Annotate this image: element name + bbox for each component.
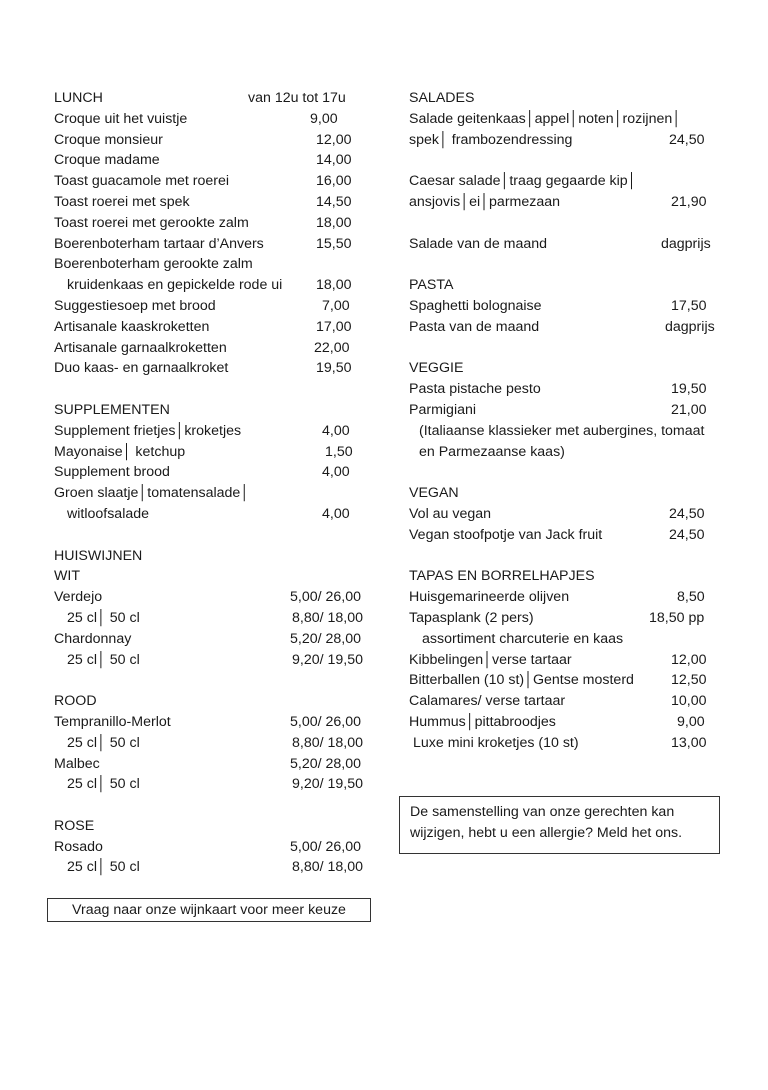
section-title-salades: SALADES [409, 90, 475, 106]
section-title-tapas: TAPAS EN BORRELHAPJES [409, 568, 595, 585]
menu-item [54, 504, 366, 525]
wine-item [54, 837, 366, 858]
item-name: Pasta pistache pesto [409, 381, 541, 398]
item-name: Verdejo [54, 589, 103, 606]
item-name: 25 cl│ 50 cl [67, 734, 140, 751]
item-price: 4,00 [322, 422, 350, 439]
right-column [409, 88, 721, 754]
item-name: Spaghetti bolognaise [409, 297, 542, 314]
item-price: 19,50 [316, 360, 352, 377]
menu-item [54, 296, 366, 317]
item-name: Calamares/ verse tartaar [409, 693, 566, 710]
menu-item [409, 379, 721, 400]
item-name: 25 cl│ 50 cl [67, 776, 140, 793]
item-name: spek│ frambozendressing [409, 131, 573, 148]
item-price: 5,00/ 26,00 [290, 713, 361, 730]
item-name: Caesar salade│traag gegaarde kip│ [409, 173, 637, 190]
item-price: 17,50 [671, 297, 707, 314]
item-price: 14,50 [316, 193, 352, 210]
item-price: 12,00 [316, 131, 352, 148]
item-name: Boerenboterham gerookte zalm [54, 256, 253, 273]
section-title-vegan: VEGAN [409, 485, 459, 502]
menu-item [409, 712, 721, 733]
menu-item [54, 338, 366, 359]
item-price: 13,00 [671, 734, 707, 751]
item-name: Tempranillo-Merlot [54, 713, 171, 730]
item-price: 15,50 [316, 235, 352, 252]
menu-item [54, 462, 366, 483]
item-name: Groen slaatje│tomatensalade│ [54, 485, 250, 502]
item-price: 12,00 [671, 651, 707, 668]
item-price: 12,50 [671, 672, 707, 689]
item-price: 18,50 pp [649, 609, 705, 626]
item-price: dagprijs [661, 235, 711, 252]
item-name: Croque monsieur [54, 131, 163, 148]
menu-item [54, 421, 366, 442]
item-price: 4,00 [322, 464, 350, 481]
lunch-hours: van 12u tot 17u [248, 90, 346, 106]
menu-item [409, 608, 721, 629]
wine-item [54, 754, 366, 775]
menu-item [409, 504, 721, 525]
item-price: 8,80/ 18,00 [292, 609, 363, 626]
menu-item [409, 400, 721, 421]
item-price: 8,80/ 18,00 [292, 734, 363, 751]
item-name: Salade van de maand [409, 235, 548, 252]
item-name: Supplement frietjes│kroketjes [54, 422, 242, 439]
menu-item [54, 483, 366, 504]
item-name: Rosado [54, 838, 103, 855]
item-price: 5,20/ 28,00 [290, 755, 361, 772]
menu-item [409, 296, 721, 317]
menu-item [409, 171, 721, 192]
item-price: 16,00 [316, 173, 352, 190]
item-price: 9,00 [310, 110, 338, 127]
wine-item [54, 712, 366, 733]
item-price: 24,50 [669, 131, 705, 148]
wine-list-note: Vraag naar onze wijnkaart voor meer keuze [47, 898, 371, 922]
item-name: Salade geitenkaas│appel│noten│rozijnen│ [409, 110, 682, 127]
wine-item [54, 629, 366, 650]
menu-item [409, 130, 721, 151]
item-price: 9,20/ 19,50 [292, 651, 363, 668]
menu-item [409, 234, 721, 255]
item-name: Bitterballen (10 st)│Gentse mosterd [409, 672, 634, 689]
menu-item [54, 213, 366, 234]
wine-item [54, 650, 366, 671]
item-price: 17,00 [316, 318, 352, 335]
item-name: Luxe mini kroketjes (10 st) [413, 734, 579, 751]
section-title-huiswijnen: HUISWIJNEN [54, 547, 143, 564]
item-price: 8,80/ 18,00 [292, 859, 363, 876]
item-description: en Parmezaanse kaas) [419, 443, 565, 460]
subsection-title-wit: WIT [54, 568, 80, 585]
menu-item [54, 254, 366, 275]
item-price: 24,50 [669, 526, 705, 543]
wine-item [54, 774, 366, 795]
wine-item [54, 587, 366, 608]
item-price: 10,00 [671, 693, 707, 710]
item-description: (Italiaanse klassieker met aubergines, tomaat [419, 422, 705, 439]
item-name: 25 cl│ 50 cl [67, 609, 140, 626]
menu-item [54, 109, 366, 130]
item-name: Tapasplank (2 pers) [409, 609, 534, 626]
item-name: Huisgemarineerde olijven [409, 589, 570, 606]
wine-item [54, 857, 366, 878]
menu-item [409, 109, 721, 130]
item-name: Toast roerei met spek [54, 193, 190, 210]
menu-item [54, 275, 366, 296]
item-name: kruidenkaas en gepickelde rode ui [67, 277, 283, 294]
item-name: Supplement brood [54, 464, 170, 481]
item-price: 21,90 [671, 193, 707, 210]
menu-item [54, 130, 366, 151]
item-name: Vegan stoofpotje van Jack fruit [409, 526, 603, 543]
item-name: Croque madame [54, 152, 160, 169]
menu-item [54, 442, 366, 463]
menu-item [409, 525, 721, 546]
menu-item [409, 733, 721, 754]
item-name: 25 cl│ 50 cl [67, 651, 140, 668]
item-price: 22,00 [314, 339, 350, 356]
menu-item-description [409, 442, 721, 463]
allergy-note: De samenstelling van onze gerechten kan wijzigen, hebt u een allergie? Meld het ons. [399, 796, 720, 854]
item-price: 8,50 [677, 589, 705, 606]
item-description: assortiment charcuterie en kaas [422, 630, 624, 647]
menu-item [54, 317, 366, 338]
item-price: 18,00 [316, 277, 352, 294]
menu-item [409, 670, 721, 691]
item-price: 7,00 [322, 297, 350, 314]
item-name: Boerenboterham tartaar d’Anvers [54, 235, 264, 252]
menu-item [409, 691, 721, 712]
item-name: Duo kaas- en garnaalkroket [54, 360, 229, 377]
item-price: 4,00 [322, 505, 350, 522]
item-price: 5,00/ 26,00 [290, 589, 361, 606]
menu-item [54, 234, 366, 255]
menu-item [54, 171, 366, 192]
item-price: 18,00 [316, 214, 352, 231]
menu-item [54, 150, 366, 171]
item-price: 1,50 [325, 443, 353, 460]
item-price: 19,50 [671, 381, 707, 398]
item-price: 24,50 [669, 505, 705, 522]
section-title-pasta: PASTA [409, 277, 454, 294]
item-name: ansjovis│ei│parmezaan [409, 193, 561, 210]
item-name: Chardonnay [54, 630, 132, 647]
menu-item [54, 192, 366, 213]
menu-item [409, 317, 721, 338]
item-price: 21,00 [671, 401, 707, 418]
item-name: Kibbelingen│verse tartaar [409, 651, 572, 668]
menu-item [54, 358, 366, 379]
left-column [54, 88, 366, 878]
menu-item [409, 192, 721, 213]
item-name: 25 cl│ 50 cl [67, 859, 140, 876]
item-name: Hummus│pittabroodjes [409, 713, 556, 730]
item-price: 9,20/ 19,50 [292, 776, 363, 793]
item-name: Suggestiesoep met brood [54, 297, 216, 314]
lunch-header [54, 88, 366, 109]
item-name: Parmigiani [409, 401, 477, 418]
subsection-title-rood: ROOD [54, 693, 97, 710]
menu-item [409, 650, 721, 671]
item-price: 14,00 [316, 152, 352, 169]
item-name: Toast guacamole met roerei [54, 173, 230, 190]
item-price: 9,00 [677, 713, 705, 730]
item-name: Vol au vegan [409, 505, 492, 522]
item-price: 5,00/ 26,00 [290, 838, 361, 855]
item-name: Croque uit het vuistje [54, 110, 188, 127]
section-title-supplementen: SUPPLEMENTEN [54, 401, 170, 418]
menu-item [409, 587, 721, 608]
section-title-veggie: VEGGIE [409, 360, 464, 377]
menu-item-description [409, 629, 721, 650]
subsection-title-rose: ROSE [54, 817, 95, 834]
item-name: witloofsalade [67, 505, 150, 522]
item-name: Pasta van de maand [409, 318, 540, 335]
item-name: Artisanale garnaalkroketten [54, 339, 227, 356]
item-name: Malbec [54, 755, 100, 772]
menu-item-description [409, 421, 721, 442]
wine-item [54, 733, 366, 754]
item-name: Toast roerei met gerookte zalm [54, 214, 249, 231]
item-name: Mayonaise│ ketchup [54, 443, 186, 460]
item-name: Artisanale kaaskroketten [54, 318, 210, 335]
section-title-lunch: LUNCH [54, 90, 103, 106]
wine-item [54, 608, 366, 629]
item-price: 5,20/ 28,00 [290, 630, 361, 647]
item-price: dagprijs [665, 318, 715, 335]
